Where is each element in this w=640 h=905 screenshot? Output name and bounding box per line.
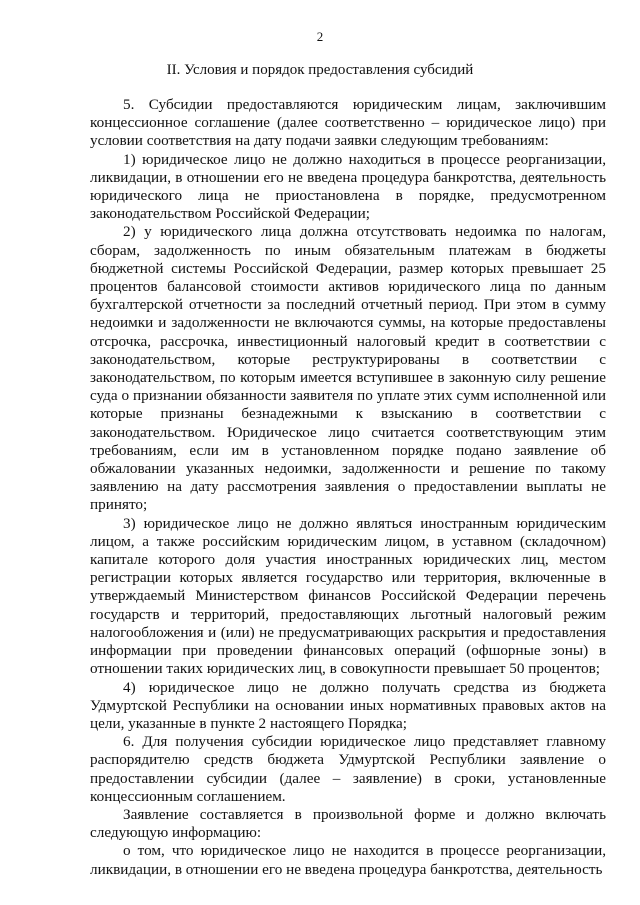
paragraph-6: 6. Для получения субсидии юридическое лицо представляет главному распорядителю средств бюджета Удмуртской Республики заявление о предоставлении субсидии (далее – заявление) в сроки, установленные концессионным соглашением.: [90, 733, 606, 805]
document-body: [90, 96, 606, 879]
paragraph-5-item-1: 1) юридическое лицо не должно находиться в процессе реорганизации, ликвидации, в отношении его не введена процедура банкротства, деятельность юридического лица не приостановлена в порядке, предусмотренном законодательством Российской Федерации;: [90, 150, 606, 223]
paragraph-5-item-4: 4) юридическое лицо не должно получать средства из бюджета Удмуртской Республики на основании иных нормативных правовых актов на цели, указанные в пункте 2 настоящего Порядка;: [90, 678, 606, 732]
paragraph-5-item-3: 3) юридическое лицо не должно являться иностранным юридическим лицом, а также российским юридическим лицом, в уставном (складочном) капитале которого доля участия иностранных юридических лиц, местом регистрации которых является государство или территория, включенные в утверждаемый Министерством финансов Российской Федерации перечень государств и территорий, предоставляющих льготный налоговый режим налогообложения и (или) не предусматривающих раскрытия и предоставления информации при проведении финансовых операций (офшорные зоны) в отношении таких юридических лиц, в совокупности превышает 50 процентов;: [90, 514, 606, 678]
paragraph-application-info-item: о том, что юридическое лицо не находится в процессе реорганизации, ликвидации, в отношении его не введена процедура банкротства, деятельность: [90, 842, 606, 878]
section-heading: II. Условия и порядок предоставления субсидий: [166, 62, 474, 78]
paragraph-application-content: Заявление составляется в произвольной форме и должно включать следующую информацию:: [90, 805, 606, 842]
paragraph-5-item-2: 2) у юридического лица должна отсутствовать недоимка по налогам, сборам, задолженность по иным обязательным платежам в бюджеты бюджетной системы Российской Федерации, размер которых превышает 25 процентов балансовой стоимости активов юридического лица по данным бухгалтерской отчетности за последний отчетный период. При этом в сумму недоимки и задолженности не включаются суммы, на которые предоставлены отсрочка, рассрочка, инвестиционный налоговый кредит в соответствии с законодательством, которые реструктурированы в соответствии с законодательством, по которым имеется вступившее в законную силу решение суда о признании обязанности заявителя по уплате этих сумм исполненной или которые признаны безнадежными к взысканию в соответствии с законодательством. Юридическое лицо считается соответствующим этим требованиям, если им в установленном порядке подано заявление об обжаловании указанных недоимки, задолженности и решение по такому заявлению на дату рассмотрения заявления о предоставлении выплаты не принято;: [90, 223, 606, 514]
page-number: 2: [316, 29, 324, 44]
paragraph-5: 5. Субсидии предоставляются юридическим лицам, заключившим концессионное соглашение (далее соответственно – юридическое лицо) при условии соответствия на дату подачи заявки следующим требованиям:: [90, 96, 606, 150]
